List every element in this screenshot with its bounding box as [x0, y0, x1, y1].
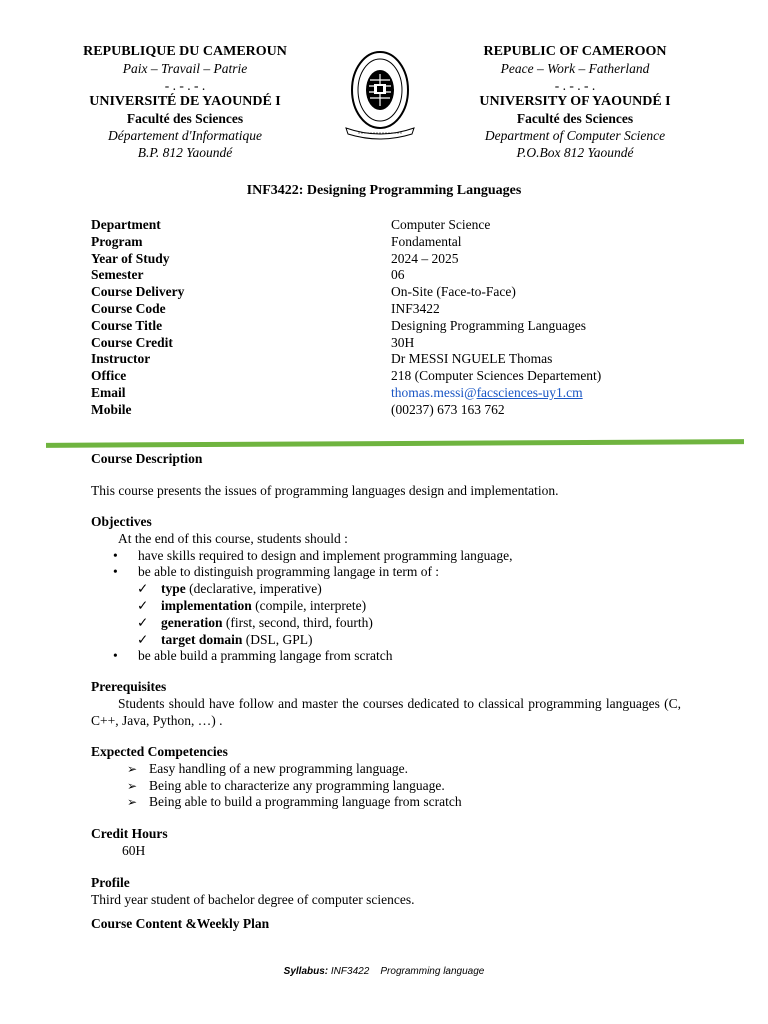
motto-fr: Paix – Travail – Patrie	[122, 60, 248, 76]
address-fr: B.P. 812 Yaoundé	[137, 144, 233, 160]
info-key: Course Credit	[91, 334, 173, 350]
university-name-fr: UNIVERSITÉ DE YAOUNDÉ I	[89, 94, 281, 110]
separator-en: - . - . - .	[554, 77, 596, 93]
description-section	[91, 451, 681, 500]
course-heading: INF3422: Designing Programming Languages	[246, 183, 522, 198]
prerequisites-title: Prerequisites	[91, 679, 167, 694]
letterhead-french	[60, 44, 310, 162]
green-divider	[46, 439, 744, 448]
university-seal-logo	[338, 44, 422, 144]
info-key: Course Delivery	[91, 284, 185, 300]
arrow-bullet-icon: ➢	[127, 778, 138, 793]
arrow-bullet-icon: ➢	[127, 761, 138, 776]
prerequisites-text: Students should have follow and master the courses dedicated to classical programming languages (C, C++, Java, Python, …) .	[91, 695, 681, 728]
info-key: Department	[91, 217, 161, 232]
info-value: 06	[391, 267, 405, 283]
info-row-department	[91, 217, 711, 234]
info-row-code	[91, 301, 711, 318]
info-value: Dr MESSI NGUELE Thomas	[391, 351, 553, 367]
address-en: P.O.Box 812 Yaoundé	[516, 144, 634, 160]
profile-section	[91, 875, 681, 909]
bullet-icon: •	[113, 547, 118, 563]
bullet-icon: •	[113, 648, 118, 664]
competency-item: ➢ Being able to build a programming language from scratch	[127, 794, 462, 810]
objectives-section	[91, 514, 681, 665]
footer-label: Syllabus:	[283, 966, 329, 977]
info-row-credit	[91, 335, 711, 352]
footer-code: INF3422	[330, 966, 370, 977]
letterhead	[0, 44, 768, 174]
info-key: Mobile	[91, 401, 132, 417]
content-section	[91, 916, 681, 933]
info-key: Email	[91, 384, 126, 400]
country-name-fr: REPUBLIQUE DU CAMEROUN	[83, 44, 287, 59]
objective-subitem: ✓ target domain (DSL, GPL)	[137, 631, 313, 647]
faculty-fr: Faculté des Sciences	[126, 111, 244, 127]
prerequisites-section	[91, 679, 681, 729]
email-domain-link[interactable]: facsciences-uy1.cm	[476, 384, 583, 400]
checkmark-icon: ✓	[137, 631, 149, 647]
separator-fr: - . - . - .	[164, 77, 206, 93]
info-row-email	[91, 385, 711, 402]
competencies-section	[91, 744, 681, 811]
info-value: 30H	[391, 334, 415, 350]
department-en: Department of Computer Science	[484, 127, 666, 143]
info-row-semester	[91, 267, 711, 284]
info-row-office	[91, 368, 711, 385]
letterhead-english	[450, 44, 700, 162]
description-title: Course Description	[91, 451, 203, 466]
info-key: Semester	[91, 267, 144, 283]
credit-hours-title: Credit Hours	[91, 826, 168, 841]
info-key: Program	[91, 233, 143, 249]
department-fr: Département d'Informatique	[108, 127, 262, 143]
info-row-year	[91, 251, 711, 268]
competencies-title: Expected Competencies	[91, 744, 228, 759]
footer-subject: Programming language	[380, 966, 485, 977]
objective-item: • be able to distinguish programming langage in term of :	[113, 564, 440, 580]
objective-item: • be able build a pramming langage from scratch	[113, 648, 393, 664]
objective-subitem: ✓ generation (first, second, third, fourth)	[137, 614, 373, 630]
info-row-mobile	[91, 402, 711, 419]
info-key: Course Title	[91, 317, 163, 333]
info-value: (00237) 673 163 762	[391, 401, 505, 417]
objective-item: • have skills required to design and implement programming language,	[113, 547, 513, 563]
content-title: Course Content &Weekly Plan	[91, 916, 270, 931]
course-info-table	[91, 217, 711, 419]
info-key: Instructor	[91, 351, 151, 367]
info-value: Computer Science	[391, 217, 491, 232]
checkmark-icon: ✓	[137, 581, 149, 597]
info-value: Fondamental	[391, 233, 462, 249]
info-key: Course Code	[91, 300, 166, 316]
info-key: Year of Study	[91, 250, 170, 266]
info-row-delivery	[91, 284, 711, 301]
description-text: This course presents the issues of programming languages design and implementation.	[91, 482, 559, 498]
info-row-program	[91, 234, 711, 251]
profile-text: Third year student of bachelor degree of computer sciences.	[91, 891, 415, 907]
objective-subitem: ✓ implementation (compile, interprete)	[137, 597, 367, 613]
checkmark-icon: ✓	[137, 597, 149, 613]
faculty-en: Faculté des Sciences	[516, 111, 634, 127]
info-value: 218 (Computer Sciences Departement)	[391, 368, 602, 384]
country-name-en: REPUBLIC OF CAMEROON	[483, 44, 667, 59]
info-value: INF3422	[391, 300, 440, 316]
info-value: On-Site (Face-to-Face)	[391, 284, 516, 300]
info-row-instructor	[91, 351, 711, 368]
credit-hours-value: 60H	[122, 842, 146, 858]
competency-item: ➢ Easy handling of a new programming language.	[127, 760, 409, 776]
bullet-icon: •	[113, 564, 118, 580]
competency-item: ➢ Being able to characterize any programming language.	[127, 777, 445, 793]
info-value: Designing Programming Languages	[391, 317, 586, 333]
profile-title: Profile	[91, 875, 130, 890]
info-value: 2024 – 2025	[391, 250, 459, 266]
info-row-title	[91, 318, 711, 335]
motto-en: Peace – Work – Fatherland	[500, 60, 650, 76]
email-link[interactable]	[391, 385, 583, 402]
objectives-intro: At the end of this course, students should :	[118, 530, 348, 546]
checkmark-icon: ✓	[137, 614, 149, 630]
page-footer	[0, 966, 768, 977]
objectives-title: Objectives	[91, 514, 152, 529]
arrow-bullet-icon: ➢	[127, 795, 138, 810]
info-key: Office	[91, 368, 127, 384]
credit-hours-section	[91, 826, 681, 860]
email-user[interactable]: thomas.messi@	[391, 384, 477, 400]
objective-subitem: ✓ type (declarative, imperative)	[137, 581, 322, 597]
university-name-en: UNIVERSITY OF YAOUNDÉ I	[479, 94, 671, 110]
